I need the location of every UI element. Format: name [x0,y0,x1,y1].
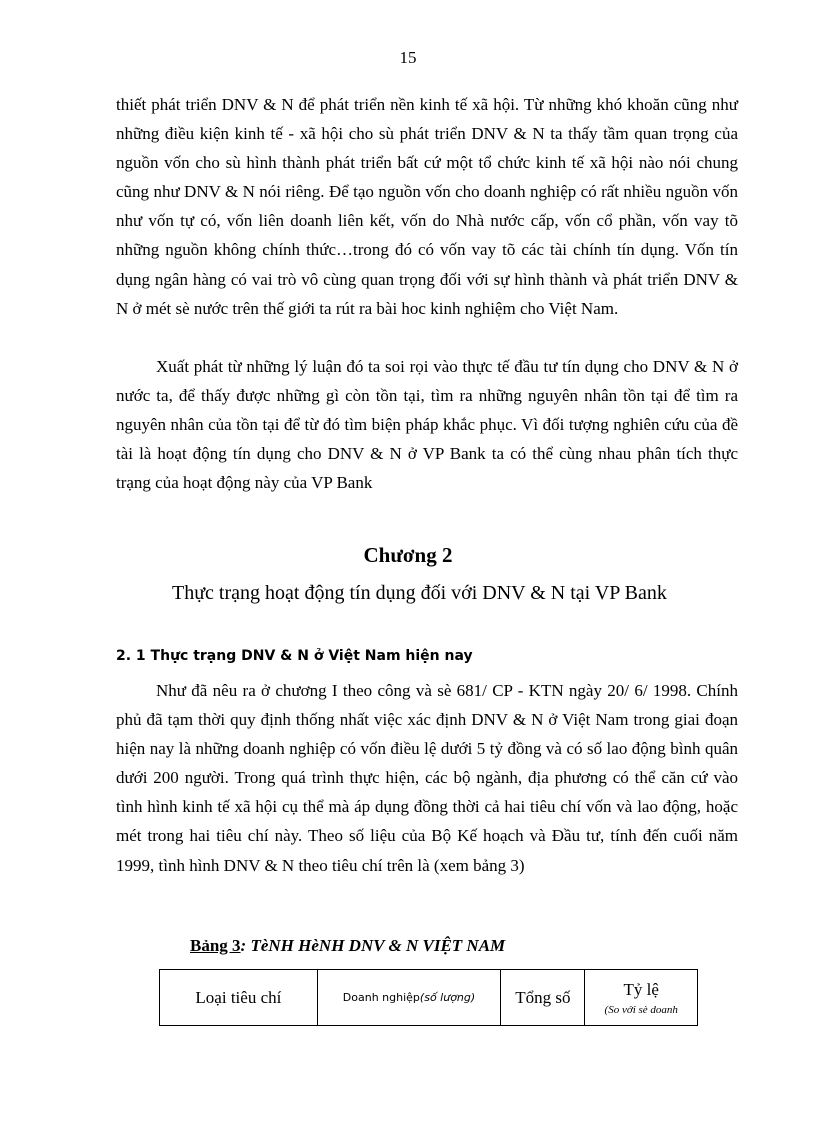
body-paragraph-3: Như đã nêu ra ở chương I theo công và sè 681/ CP - KTN ngày 20/ 6/ 1998. Chính phủ đã tạm thời quy định thống nhất việc xác định DNV & N ở Việt Nam trong giai đoạn hiện nay là những doanh nghiệp có vốn điều lệ dưới 5 tỷ đồng và có số lao động bình quân dưới 200 người. Trong quá trình thực hiện, các bộ ngành, địa phương có thể căn cứ vào tình hình kinh tế xã hội cụ thể mà áp dụng đồng thời cả hai tiêu chí vốn và lao động, hoặc mét trong hai tiêu chí này. Theo số liệu của Bộ Kế hoạch và Đầu tư, tính đến cuối năm 1999, tình hình DNV & N theo tiêu chí trên là (xem bảng 3) [116,681,738,875]
header-enterprise-label: Doanh nghiệp [342,991,420,1004]
header-total: Tổng số [501,970,585,1026]
header-ratio-label: Tỷ lệ [623,979,659,999]
data-table [159,969,698,1026]
chapter-title: Chương 2 [363,543,453,567]
header-enterprise [317,970,500,1026]
header-enterprise-note: (số lượng) [419,991,476,1004]
table-caption-label: Bảng 3 [190,936,241,955]
table-caption-title: TèNH HèNH DNV & N VIỆT NAM [246,936,506,955]
header-ratio [585,970,698,1026]
header-criteria-type: Loại tiêu chí [160,970,318,1026]
table-caption [190,936,505,956]
page-number: 15 [399,48,417,67]
section-heading: 2. 1 Thực trạng DNV & N ở Việt Nam hiện nay [116,648,473,664]
chapter-subtitle: Thực trạng hoạt động tín dụng đối với DNV & N tại VP Bank [172,582,667,604]
body-paragraph-1: thiết phát triển DNV & N để phát triển nền kinh tế xã hội. Từ những khó khoăn cũng như những điều kiện kinh tế - xã hội cho sù phát triển DNV & N ta thấy tầm quan trọng của nguồn vốn cho sù hình thành phát triển bất cứ một tổ chức kinh tế xã hội nào nói chung cũng như DNV & N nói riêng. Để tạo nguồn vốn cho doanh nghiệp có rất nhiều nguồn vốn như vốn tự có, vốn liên doanh liên kết, vốn do Nhà nước cấp, vốn cổ phần, vốn vay tõ những nguồn không chính thức…trong đó có vốn vay tõ các tài chính tín dụng. Vốn tín dụng ngân hàng có vai trò vô cùng quan trọng đối với sự hình thành và phát triển DNV & N ở mét sè nước trên thế giới ta rút ra bài hoc kinh nghiệm cho Việt Nam. [116,95,738,318]
header-ratio-note: (So với sè doanh [604,1003,678,1016]
table-caption-colon: : [240,936,247,955]
table-header-row [160,970,698,1026]
body-paragraph-2: Xuất phát từ những lý luận đó ta soi rọi vào thực tế đầu tư tín dụng cho DNV & N ở nước ta, để thấy được những gì còn tồn tại, tìm ra những nguyên nhân tồn tại để tìm ra nguyên nhân của tồn tại để từ đó tìm biện pháp khắc phục. Vì đối tượng nghiên cứu của đề tài là hoạt động tín dụng cho DNV & N ở VP Bank ta có thể cùng nhau phân tích thực trạng của hoạt động này của VP Bank [116,357,738,493]
